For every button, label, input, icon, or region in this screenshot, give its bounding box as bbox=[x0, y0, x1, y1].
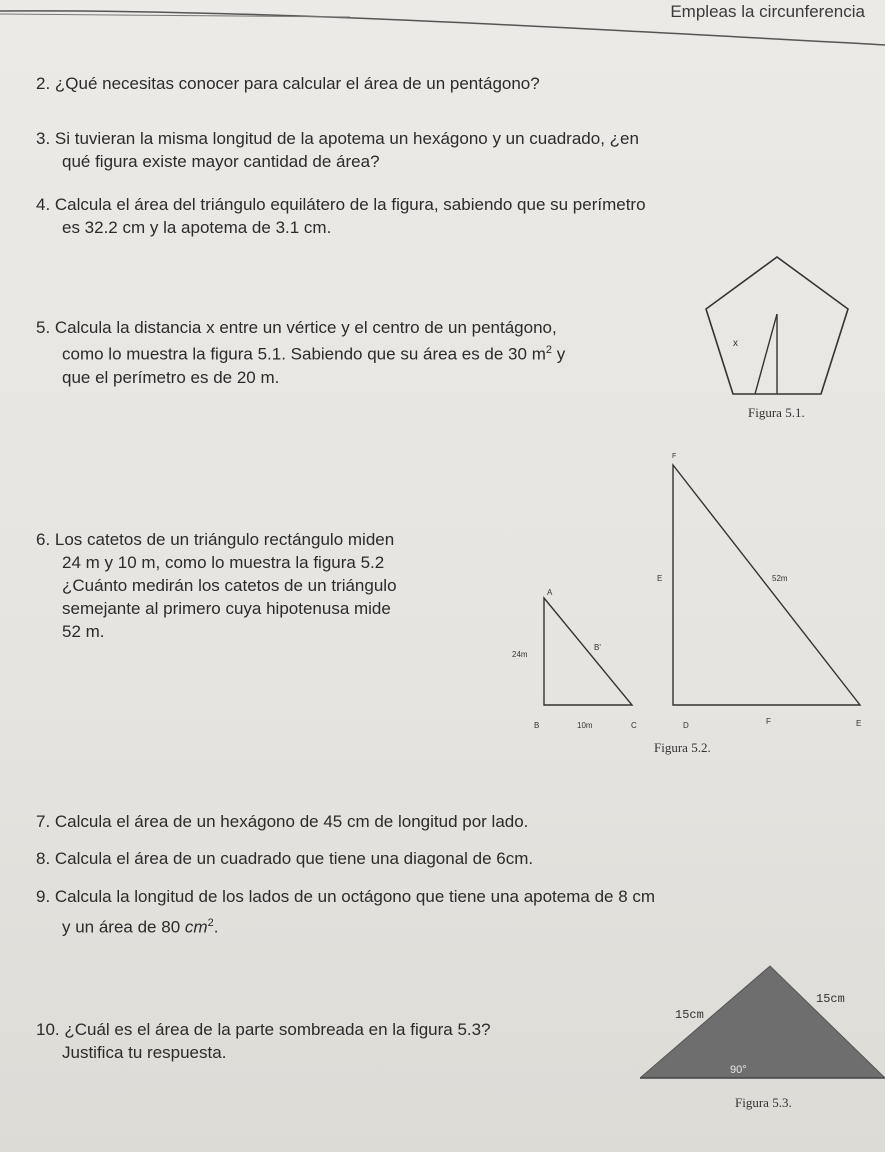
question-5-line-3: que el perímetro es de 20 m. bbox=[62, 367, 280, 387]
large-label-F: F bbox=[672, 453, 677, 460]
large-label-E-prime: E bbox=[856, 719, 862, 728]
shaded-region bbox=[640, 966, 885, 1078]
question-8 bbox=[36, 847, 533, 870]
question-9-line-1: 9. Calcula la longitud de los lados de un octágono que tiene una apotema de 8 cm bbox=[36, 887, 656, 906]
shaded-label-right: 15cm bbox=[816, 992, 845, 1006]
question-10-line-1: 10. ¿Cuál es el área de la parte sombreada en la figura 5.3? bbox=[36, 1020, 491, 1039]
question-4 bbox=[36, 193, 646, 239]
question-5-y: y bbox=[556, 344, 566, 364]
large-triangle bbox=[673, 465, 860, 705]
figure-5-1-caption: Figura 5.1. bbox=[748, 405, 805, 420]
question-9-period: . bbox=[213, 917, 219, 937]
question-2 bbox=[36, 72, 540, 95]
question-10 bbox=[36, 1018, 491, 1064]
large-label-F-prime: F bbox=[766, 717, 771, 726]
small-label-24m: 24m bbox=[512, 650, 528, 659]
question-8-text: 8. Calcula el área de un cuadrado que tiene una diagonal de 6cm. bbox=[36, 849, 534, 868]
pentagon-label-x: x bbox=[733, 338, 738, 349]
question-6 bbox=[36, 528, 397, 643]
question-3-line-2: qué figura existe mayor cantidad de área? bbox=[62, 152, 380, 171]
question-6-line-3: ¿Cuánto medirán los catetos de un triángulo bbox=[62, 576, 397, 595]
figure-5-2-caption: Figura 5.2. bbox=[654, 740, 711, 755]
small-label-10m: 10m bbox=[577, 721, 593, 730]
large-label-E: E bbox=[657, 574, 663, 583]
question-6-line-2: 24 m y 10 m, como lo muestra la figura 5.2 bbox=[62, 553, 385, 572]
question-9-line-2 bbox=[36, 912, 655, 939]
chapter-header: Empleas la circunferencia bbox=[670, 2, 865, 21]
question-6-line-5: 52 m. bbox=[62, 622, 105, 641]
question-9-line-2-text: y un área de 80 bbox=[62, 917, 181, 937]
question-3 bbox=[36, 127, 639, 173]
shaded-triangle-figure bbox=[640, 960, 885, 1090]
pentagon-figure bbox=[700, 250, 860, 400]
similar-triangles-figure bbox=[490, 445, 880, 745]
large-label-D: D bbox=[683, 721, 689, 730]
figure-5-3-caption: Figura 5.3. bbox=[735, 1095, 792, 1110]
question-9-exponent: 2 bbox=[207, 917, 214, 929]
question-2-text: 2. ¿Qué necesitas conocer para calcular el área de un pentágono? bbox=[36, 74, 540, 93]
small-label-B: B bbox=[534, 721, 540, 730]
small-triangle bbox=[544, 598, 632, 705]
question-9 bbox=[36, 885, 655, 939]
question-5-line-2 bbox=[36, 339, 696, 366]
question-10-line-2: Justifica tu respuesta. bbox=[62, 1043, 227, 1062]
question-5-line-2-text: como lo muestra la figura 5.1. Sabiendo que su área es de 30 bbox=[62, 344, 527, 364]
question-7 bbox=[36, 810, 528, 833]
question-7-text: 7. Calcula el área de un hexágono de 45 cm de longitud por lado. bbox=[36, 812, 529, 831]
question-4-line-2: es 32.2 cm y la apotema de 3.1 cm. bbox=[62, 218, 332, 237]
question-6-line-4: semejante al primero cuya hipotenusa mide bbox=[62, 599, 391, 618]
question-6-line-1: 6. Los catetos de un triángulo rectángulo miden bbox=[36, 530, 395, 549]
question-5-exponent: 2 bbox=[545, 344, 552, 356]
small-label-C: C bbox=[631, 721, 637, 730]
question-5-unit: m bbox=[531, 344, 546, 364]
shaded-label-left: 15cm bbox=[675, 1008, 704, 1022]
question-9-unit: cm bbox=[184, 917, 208, 937]
question-4-line-1: 4. Calcula el área del triángulo equilátero de la figura, sabiendo que su perímetro bbox=[36, 195, 646, 214]
pentagon-radius bbox=[755, 314, 777, 394]
question-3-line-1: 3. Si tuvieran la misma longitud de la apotema un hexágono y un cuadrado, ¿en bbox=[36, 129, 639, 148]
small-label-A: A bbox=[547, 588, 553, 597]
question-5 bbox=[36, 316, 696, 389]
small-label-B-prime: B' bbox=[594, 643, 601, 652]
question-5-line-1: 5. Calcula la distancia x entre un vértice y el centro de un pentágono, bbox=[36, 318, 557, 337]
large-label-52m: 52m bbox=[772, 574, 788, 583]
shaded-label-angle: 90° bbox=[730, 1064, 747, 1076]
